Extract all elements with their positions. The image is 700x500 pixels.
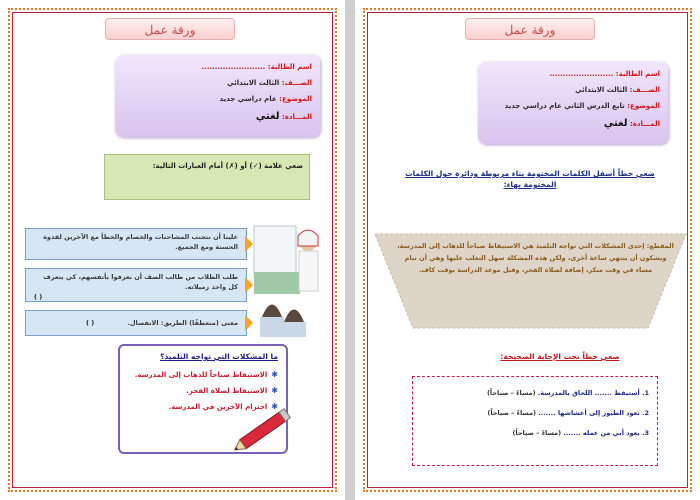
star-bullet-icon: ✱ [271,370,278,379]
statement-1: علينا أن نتجنب المشاحنات والخصام والخطأ مع الآخرين لقدوة الحسنة ومع الجميع. [25,228,247,260]
instruction-text: ضعي خطاً أسفل الكلمات المختومة بتاء مربوطة ودائرة حول الكلمات المختومة بهاء: [405,169,655,189]
worksheet-title: ورقة عمل [105,18,235,40]
name-row: اسم الطالبة: ........................ [549,70,660,78]
statement-3: معنى (منعطفًا) الطريق: الانفصال. ( ) [25,310,247,336]
arrow-bullet-icon [245,315,253,331]
paragraph-text: المقطع: إحدى المشكلات التي تواجه التلميذ هي الاستيقاظ صباحاً للذهاب إلى المدرسة، ويشكون أن ينتهي ساعة أخرى، ولكن هذه المشكلة سهل التغلب عليها وهي أن ننام مساء في وقت مبكر، إضافة لصلاة الفجر، وقبل موعد الدراسة بوقت كاف. [397,242,674,274]
student-info-box [115,55,320,137]
star-bullet-icon: ✱ [271,386,278,395]
name-row: اسم الطالبة: ........................ [201,63,312,71]
statement-2: طلب الطلاب من طالب الصف أن نعرفوا بأنفسهم، كي يتعرف كل واحد زميلاته. ( ) [25,268,247,302]
answer-slot-1[interactable]: ( ) [34,293,43,301]
arrow-bullet-icon [245,236,253,252]
answers-title: ضعي خطاً تحت الإجابة الصحيحة: [500,352,620,361]
true-false-question: ضعي علامة (✓) أو (✗) أمام العبارات التالية: [104,154,310,200]
answer-row[interactable]: 1. أستيقظ ....... اللحاق بالمدرسة. (مساءً – صباحاً) [486,389,649,397]
paragraph-banner [373,232,688,330]
answer-row[interactable]: 3. يعود أبي من عمله ....... (مساءً – صباحاً) [512,429,649,437]
arrow-bullet-icon [245,277,253,293]
star-bullet-icon: ✱ [271,402,278,411]
problem-item: ✱الاستيقاظ لصلاة الفجر. [186,386,278,395]
answer-row[interactable]: 2. تعود الطيور إلى أعشاشها ....... (مساءً – صباحاً) [487,409,649,417]
answer-slot-2[interactable]: ( ) [86,319,95,327]
topic-row: الموضوع: تابع الدرس الثاني عام دراسي جديد [504,102,660,110]
worksheet-title: ورقة عمل [465,18,595,40]
grade-row: الصـــف: الثالث الابتدائي [227,79,312,87]
subject-row: المـــادة: لغتي [255,111,312,122]
problem-item: ✱الاستيقاظ صباحاً للذهاب إلى المدرسة. [134,370,278,379]
pencil-icon [232,398,302,458]
problem-item: ✱احترام الآخرين في المدرسة. [168,402,278,411]
problems-title: ما المشكلات التي تواجه التلميذ؟ [160,352,278,361]
classroom-illustration [252,222,320,340]
student-info-box [478,62,668,144]
subject-row: المـــادة: لغتي [603,118,660,129]
topic-row: الموضوع: عام دراسي جديد [219,95,312,103]
answers-box [412,376,658,466]
worksheet-page-right [355,0,700,500]
worksheet-page-left [0,0,345,500]
grade-row: الصـــف: الثالث الابتدائي [575,86,660,94]
